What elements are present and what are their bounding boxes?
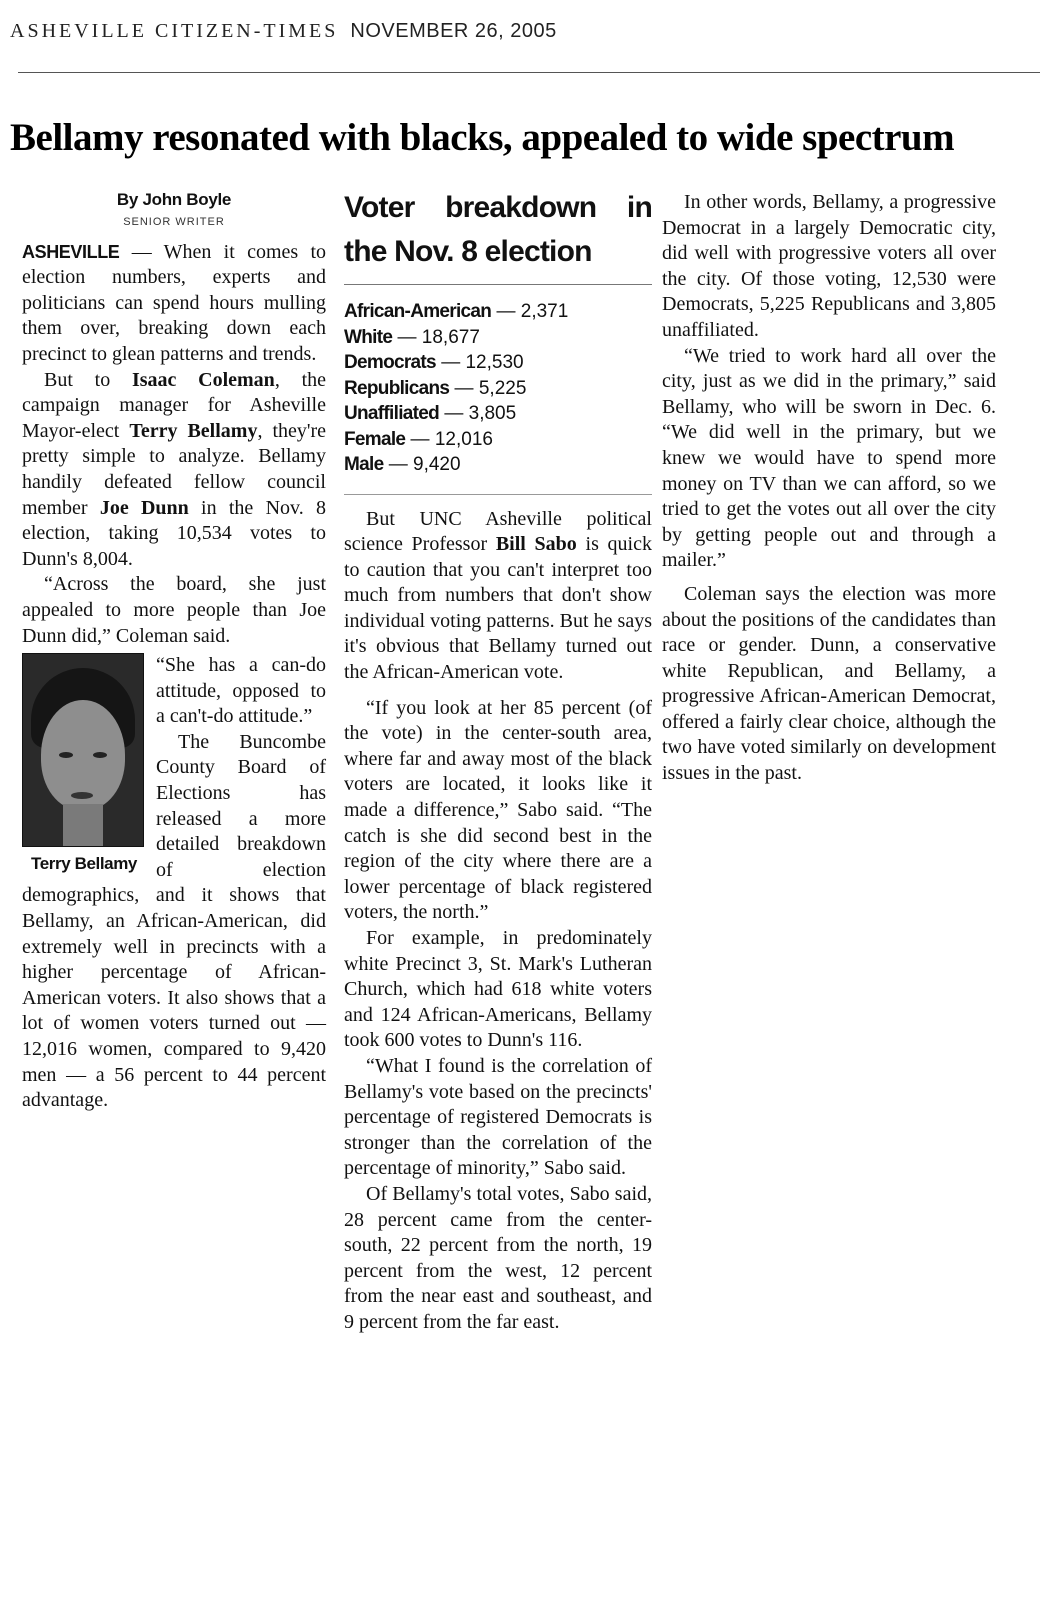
paragraph: “We tried to work hard all over the city, just as we did in the primary,” said Bellamy, who will be sworn in Dec. 6. “We did well in the primary, but we knew we would have to spend more money on TV than we can afford, so we tried to get the votes out all over the city by getting people out and through a mailer.”: [662, 344, 996, 572]
paragraph: The Buncombe County Board of Elections has released a more detailed breakdown of election demographics, and it shows that Bellamy, an African-American, did extremely well in precincts with a higher percentage of African-American voters. It also shows that a lot of women voters turned out — 12,016 women, compared to 9,420 men — a 56 percent to 44 percent advantage.: [22, 730, 326, 1112]
masthead: [10, 20, 1030, 43]
stat-female: Female — 12,016: [344, 428, 493, 450]
person-name: Bill Sabo: [495, 533, 577, 556]
paragraph: But UNC Asheville political science Professor Bill Sabo is quick to caution that you can't interpret too much from numbers that don't show individual voting patterns. But he says it's obvious that Bellamy turned out the African-American vote.: [344, 507, 652, 684]
paragraph: But to Isaac Coleman, the campaign manager for Asheville Mayor-elect Terry Bellamy, they're pretty simple to analyze. Bellamy handily defeated fellow council member Joe Dunn in the Nov. 8 election, taking 10,534 votes to Dunn's 8,004.: [22, 368, 327, 570]
stat-democrats: Democrats — 12,530: [344, 352, 524, 373]
paragraph: Of Bellamy's total votes, Sabo said, 28 percent came from the center-south, 22 percent from the north, 19 percent from the west, 12 percent from the near east and southeast, and 9 percent from the far east.: [344, 1182, 652, 1333]
publication-date: NOVEMBER 26, 2005: [350, 20, 557, 42]
person-name: Isaac Coleman: [131, 368, 275, 391]
paragraph: “What I found is the correlation of Bellamy's vote based on the precincts' percentage of registered Democrats is stronger than the correlation of the percentage of minority,” Sabo said.: [344, 1054, 652, 1180]
headline: Bellamy resonated with blacks, appealed to wide spectrum: [10, 116, 955, 159]
terry-bellamy-photo: [22, 653, 144, 847]
paragraph: “She has a can-do attitude, opposed to a can't-do attitude.”: [156, 654, 326, 728]
paragraph: ASHEVILLE — When it comes to election numbers, experts and politicians can spend hours mulling them over, breaking down each precinct to glean patterns and trends.: [22, 240, 327, 365]
stat-white: White — 18,677: [344, 326, 480, 348]
paragraph: “If you look at her 85 percent (of the vote) in the center-south area, where far and away most of the black voters are located, it looks like it made a difference,” Sabo said. “The catch is she did second best in the region of the city where there are a lower percentage of black registered voters, the north.”: [344, 696, 652, 924]
paragraph: “Across the board, she just appealed to more people than Joe Dunn did,” Coleman said.: [22, 573, 326, 647]
stat-african-american: African-American — 2,371: [344, 301, 569, 322]
sidebar-rule: [344, 284, 652, 285]
photo-block: [22, 653, 146, 875]
stat-republicans: Republicans — 5,225: [344, 377, 527, 399]
person-name: Terry Bellamy: [129, 419, 258, 442]
stat-unaffiliated: Unaffiliated — 3,805: [344, 403, 517, 424]
paragraph: Coleman says the election was more about the positions of the candidates than race or gender. Dunn, a conservative white Republican, and Bellamy, a progressive African-American Democrat, offered a fairly clear choice, although the two have voted similarly on development issues in the past.: [662, 582, 996, 785]
newspaper-name: ASHEVILLE CITIZEN-TIMES: [10, 20, 339, 42]
byline-author: By John Boyle: [116, 190, 232, 209]
column-3: [662, 190, 996, 787]
column-1: [22, 190, 326, 1114]
column-2: [344, 186, 652, 1336]
byline-role: SENIOR WRITER: [123, 216, 225, 228]
paragraph: In other words, Bellamy, a progressive Democrat in a largely Democratic city, did well with progressive voters all over the city. Of those voting, 12,530 were Democrats, 5,225 Republicans and 3,805 unaffiliated.: [662, 191, 996, 341]
paragraph: For example, in predominately white Precinct 3, St. Mark's Lutheran Church, which had 618 white voters and 124 African-Americans, Bellamy took 600 votes to Dunn's 116.: [344, 927, 652, 1052]
person-name: Joe Dunn: [99, 496, 189, 519]
sidebar-bottom-rule: [344, 494, 652, 495]
voter-breakdown-list: [344, 299, 652, 478]
sidebar-title: Voter breakdown in the Nov. 8 election: [344, 191, 652, 268]
dateline: ASHEVILLE: [22, 241, 120, 262]
stat-male: Male — 9,420: [344, 454, 461, 475]
photo-caption: Terry Bellamy: [31, 854, 137, 874]
masthead-rule: [18, 72, 1040, 73]
